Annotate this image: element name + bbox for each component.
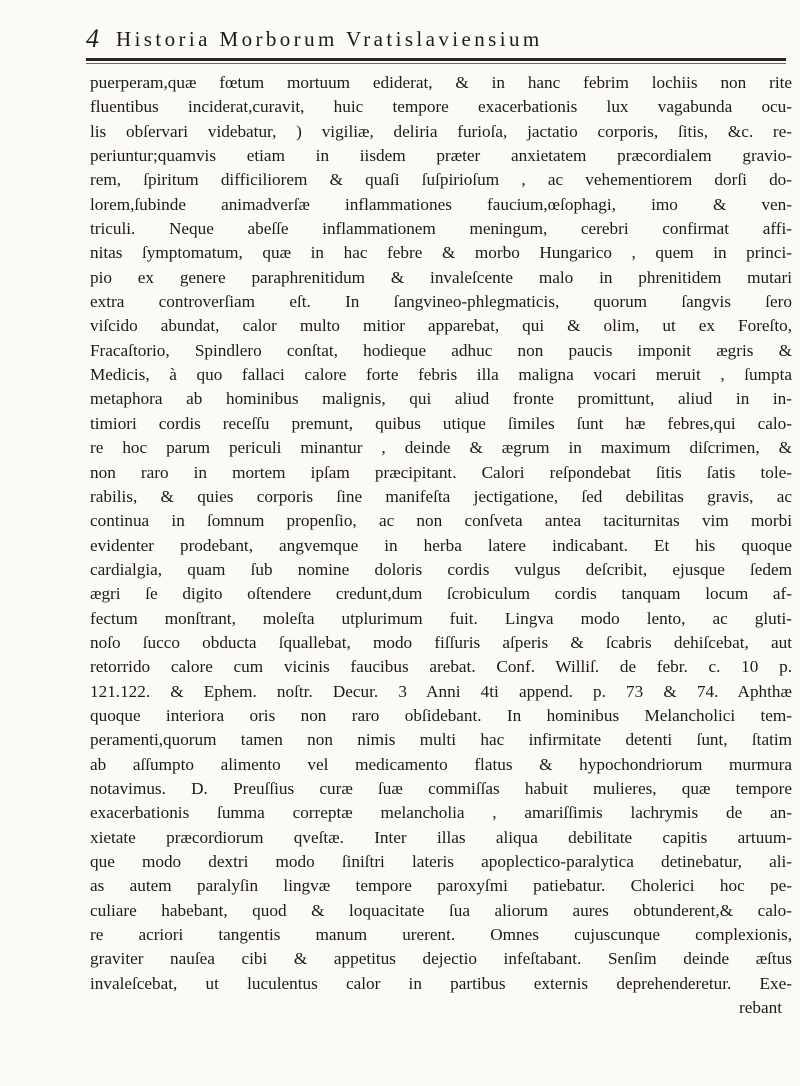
text-line: culiare habebant, quod & loquacitate ſua aliorum aures obtunderent,& calo- (90, 900, 792, 920)
text-line: puerperam,quæ fœtum mortuum ediderat, & in hanc febrim lochiis non rite (90, 73, 792, 92)
body-text (90, 71, 792, 1020)
text-line: non raro in mortem ipſam præcipitant. Calori reſpondebat ſitis ſatis tole- (90, 462, 792, 482)
text-line: metaphora ab hominibus malignis, qui aliud fronte promittunt, aliud in in- (90, 389, 792, 409)
text-line: triculi. Neque abeſſe inflammationem meningum, cerebri confirmat affi- (90, 219, 792, 239)
text-line: re acriori tangentis manum urerent. Omnes cujuscunque complexionis, (90, 925, 792, 945)
text-line: cardialgia, quam ſub nomine doloris cordis vulgus deſcribit, ejusque ſedem (90, 559, 792, 579)
text-line: viſcido abundat, calor multo mitior apparebat, qui & olim, ut ex Foreſto, (90, 316, 792, 336)
text-line: Fracaſtorio, Spindlero conſtat, hodieque adhuc non paucis imponit ægris & (90, 340, 792, 360)
text-line: rem, ſpiritum difficiliorem & quaſi ſuſpirioſum , ac vehementiorem dorſi do- (90, 170, 792, 190)
page-header (86, 18, 786, 54)
text-line: extra controverſiam eſt. In ſangvineo-phlegmaticis, quorum ſangvis ſero (90, 292, 792, 312)
header-rule-thin (86, 63, 786, 64)
text-line: exacerbationis ſumma correptæ melancholia , amariſſimis lachrymis de an- (90, 803, 792, 823)
text-line: fluentibus inciderat,curavit, huic tempore exacerbationis lux vagabunda ocu- (90, 97, 792, 117)
text-line: rebant (739, 998, 782, 1018)
page-number: 4 (86, 24, 99, 53)
text-line: invaleſcebat, ut luculentus calor in partibus externis deprehenderetur. Exe- (90, 973, 792, 993)
text-line: evidenter prodebant, angvemque in herba latere indicabant. Et his quoque (90, 535, 792, 555)
text-line: periuntur;quamvis etiam in iisdem præter anxietatem præcordialem gravio- (90, 146, 792, 166)
text-line: ab aſſumpto alimento vel medicamento flatus & hypochondriorum murmura (90, 754, 792, 774)
text-line: as autem paralyſin lingvæ tempore paroxyſmi patiebatur. Cholerici hoc pe- (90, 876, 792, 896)
text-line: lis obſervari videbatur, ) vigiliæ, deliria furioſa, jactatio corporis, ſitis, &c. re- (90, 121, 792, 141)
text-line: pio ex genere paraphrenitidum & invaleſcente malo in phrenitidem mutari (90, 267, 792, 287)
text-line: fectum monſtrant, moleſta utplurimum fuit. Lingva modo lento, ac gluti- (90, 608, 792, 628)
text-line: continua in ſomnum propenſio, ac non conſveta antea taciturnitas vim morbi (90, 511, 792, 531)
text-line: timiori cordis receſſu premunt, quibus utique ſimiles ſunt hæ febres,qui calo- (90, 413, 792, 433)
text-line: Medicis, à quo fallaci calore forte febris illa maligna vocari meruit , ſumpta (90, 365, 792, 385)
text-line: ægri ſe digito oſtendere credunt,dum ſcrobiculum cordis tanquam locum af- (90, 584, 792, 604)
text-line: noſo ſucco obducta ſquallebat, modo fiſſuris aſperis & ſcabris dehiſcebat, aut (90, 632, 792, 652)
text-line: graviter nauſea cibi & appetitus dejectio infeſtabant. Senſim deinde æſtus (90, 949, 792, 969)
text-line: peramenti,quorum tamen non nimis multi hac infirmitate detenti ſunt, ſtatim (90, 730, 792, 750)
text-line: rabilis, & quies corporis ſine manifeſta jectigatione, ſed debilitas gravis, ac (90, 486, 792, 506)
text-line: quoque interiora oris non raro obſidebant. In hominibus Melancholici tem- (90, 705, 792, 725)
text-line: que modo dextri modo ſiniſtri lateris apoplectico-paralytica detinebatur, ali- (90, 852, 792, 871)
text-line: re hoc parum periculi minantur , deinde & ægrum in maximum diſcrimen, & (90, 438, 792, 458)
text-line: retorrido calore cum vicinis faucibus arebat. Conf. Williſ. de febr. c. 10 p. (90, 657, 792, 677)
text-line: 121.122. & Ephem. noſtr. Decur. 3 Anni 4ti append. p. 73 & 74. Aphthæ (90, 681, 792, 701)
text-line: lorem,ſubinde animadverſæ inflammationes faucium,œſophagi, imo & ven- (90, 194, 792, 214)
running-title: Historia Morborum Vratislaviensium (116, 27, 543, 51)
text-line: xietate præcordiorum qveſtæ. Inter illas aliqua debilitate capitis artuum- (90, 827, 792, 847)
header-rule (86, 58, 786, 61)
text-line: nitas ſymptomatum, quæ in hac febre & morbo Hungarico , quem in princi- (90, 243, 792, 263)
text-line: notavimus. D. Preuſſius curæ ſuæ commiſſas habuit mulieres, quæ tempore (90, 778, 792, 798)
